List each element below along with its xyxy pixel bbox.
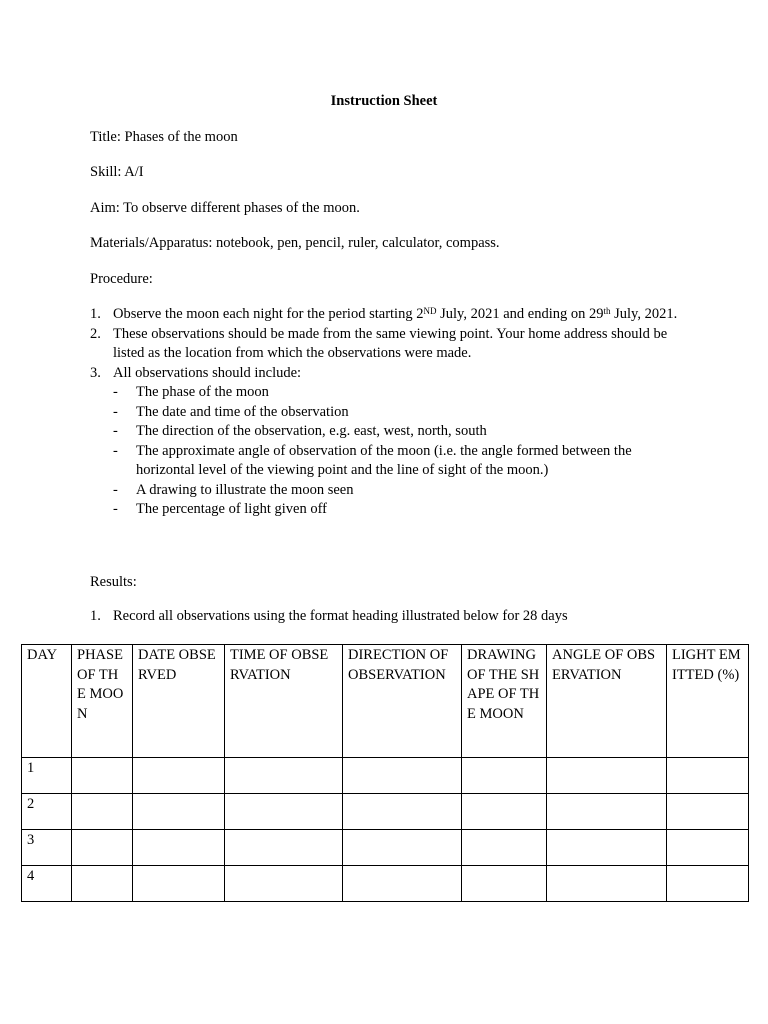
table-row — [22, 794, 749, 830]
table-cell — [462, 830, 547, 866]
materials-line: Materials/Apparatus: notebook, pen, pencil, ruler, calculator, compass. — [90, 235, 500, 251]
table-cell — [667, 866, 749, 902]
header-direction: DIRECTION OF OBSERVATION — [343, 645, 462, 758]
table-cell — [343, 758, 462, 794]
step-text: July, 2021 and ending on 29 — [436, 306, 604, 322]
table-cell — [225, 866, 343, 902]
day-cell: 3 — [22, 830, 72, 866]
step-text: All observations should include: — [113, 364, 302, 381]
list-item — [113, 442, 690, 481]
list-item — [113, 481, 690, 501]
procedure-label: Procedure: — [90, 271, 153, 287]
table-cell — [547, 758, 667, 794]
table-cell — [72, 830, 133, 866]
table-cell — [72, 866, 133, 902]
table-header-row — [22, 645, 749, 758]
procedure-step-2 — [90, 325, 690, 364]
results-label: Results: — [90, 574, 137, 590]
list-item — [113, 422, 690, 442]
table-cell — [547, 866, 667, 902]
table-cell — [343, 830, 462, 866]
list-item — [113, 500, 690, 520]
list-item-text: The approximate angle of observation of the moon (i.e. the angle formed between the horizontal level of the viewing point and the line of sight of the moon.) — [136, 442, 632, 478]
header-drawing: DRAWING OF THE SHAPE OF THE MOON — [462, 645, 547, 758]
step-number: 2. — [90, 325, 101, 342]
bullet-dash: - — [113, 423, 118, 439]
header-phase: PHASE OF THE MOON — [72, 645, 133, 758]
step-number: 1. — [90, 608, 101, 624]
table-cell — [133, 866, 225, 902]
table-cell — [133, 758, 225, 794]
header-date: DATE OBSERVED — [133, 645, 225, 758]
title-line: Title: Phases of the moon — [90, 129, 238, 145]
list-item-text: The date and time of the observation — [136, 403, 349, 420]
bullet-dash: - — [113, 403, 118, 420]
table-cell — [343, 794, 462, 830]
bullet-dash: - — [113, 501, 118, 517]
bullet-dash: - — [113, 384, 118, 400]
header-day: DAY — [22, 645, 72, 758]
procedure-step-3 — [90, 364, 690, 520]
procedure-list — [90, 305, 690, 520]
observation-items-list — [113, 383, 690, 520]
header-light: LIGHT EMITTED (%) — [667, 645, 749, 758]
bullet-dash: - — [113, 481, 118, 498]
results-step-1 — [90, 608, 710, 625]
step-text: July, 2021. — [610, 306, 678, 322]
step-text: Observe the moon each night for the period starting 2 — [113, 306, 424, 322]
step-number: 3. — [90, 364, 101, 381]
list-item-text: A drawing to illustrate the moon seen — [136, 481, 354, 498]
procedure-step-1 — [90, 305, 690, 325]
table-cell — [462, 794, 547, 830]
table-row — [22, 758, 749, 794]
day-cell: 4 — [22, 866, 72, 902]
table-cell — [133, 830, 225, 866]
table-cell — [462, 866, 547, 902]
skill-line: Skill: A/I — [90, 164, 144, 180]
table-cell — [667, 794, 749, 830]
table-row — [22, 830, 749, 866]
bullet-dash: - — [113, 442, 118, 459]
results-list — [90, 608, 710, 625]
table-cell — [547, 830, 667, 866]
table-cell — [667, 758, 749, 794]
ordinal-suffix: ND — [423, 306, 437, 316]
list-item-text: The percentage of light given off — [136, 501, 327, 517]
step-number: 1. — [90, 306, 101, 322]
step-text: These observations should be made from the same viewing point. Your home address should be listed as the location from which the observations were made. — [113, 325, 668, 361]
day-cell: 1 — [22, 758, 72, 794]
observation-table — [21, 644, 749, 902]
table-cell — [72, 758, 133, 794]
table-row — [22, 866, 749, 902]
ordinal-suffix: th — [603, 306, 611, 316]
table-cell — [133, 794, 225, 830]
list-item-text: The phase of the moon — [136, 384, 269, 400]
table-cell — [547, 794, 667, 830]
table-cell — [225, 758, 343, 794]
day-cell: 2 — [22, 794, 72, 830]
table-cell — [225, 830, 343, 866]
table-cell — [462, 758, 547, 794]
list-item — [113, 383, 690, 403]
list-item-text: The direction of the observation, e.g. east, west, north, south — [136, 423, 487, 439]
list-item — [113, 403, 690, 423]
header-time: TIME OF OBSERVATION — [225, 645, 343, 758]
aim-line: Aim: To observe different phases of the moon. — [90, 200, 360, 216]
step-text: Record all observations using the format heading illustrated below for 28 days — [113, 608, 568, 624]
table-cell — [225, 794, 343, 830]
table-cell — [667, 830, 749, 866]
table-cell — [72, 794, 133, 830]
page-heading: Instruction Sheet — [330, 93, 438, 109]
header-angle: ANGLE OF OBSERVATION — [547, 645, 667, 758]
table-cell — [343, 866, 462, 902]
